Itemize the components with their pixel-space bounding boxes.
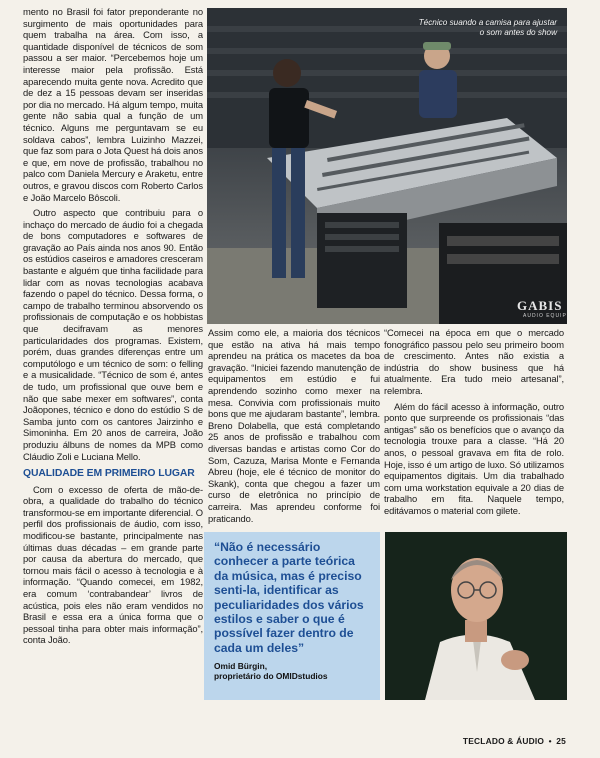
middle-paragraph-1: Assim como ele, a maioria dos técnicos que estão na ativa há mais tempo aprendeu na prática os macetes da boa gravação. “Iniciei fazendo manutenção de equipamentos em estúdio e fui aprendendo sozinho como mexer na mesa. Convivia com profissionais muito bons que me ajudaram bastante”, lembra. Breno Dolabella, que está completando 25 anos de profissão e trabalhou com diversas bandas e artistas como Cor do Som, Cazuza, Marisa Monte e Fernanda Abreu (hoje, ele é técnico de monitor do Skank), conta que chegou a fazer um curso de eletrônica no princípio de carreira. Mas aprendeu conforme foi praticando.: [208, 327, 380, 524]
stage-illustration: [207, 8, 567, 324]
left-paragraph-2: Outro aspecto que contribuiu para o inchaço do mercado de áudio foi a chegada de bons computadores e softwares de gravação ao País ainda nos anos 90. Então os estúdios caseiros e amadores cresceram bastante e alguém que tinha facilidade para lidar com as novas tecnologias acabava fazendo o papel do técnico. Dessa forma, o campo de trabalho terminou absorvendo os profissionais de computação e os hobbistas que decifravam as menores particularidades dos programas. Existem, porém, duas grandes diferenças entre um computólogo e um técnico de som: o felling e a musicalidade. “Técnico de som é, antes de tudo, um profissional que ouve bem e não que sabe mexer em softwares”, conta Joãopones, técnico e dono do estúdio S de Samba junto com os cantores Jairzinho e Simoninha. Em 20 anos de carreira, João produziu álbuns de nomes da MPB como Cláudio Zoli e Luciana Mello.: [23, 207, 203, 462]
portrait-illustration: [385, 532, 567, 700]
page-footer: [463, 736, 566, 746]
photo-caption: Técnico suando a camisa para ajustar o som antes do show: [418, 18, 557, 37]
quote-author: Omid Bürgin,: [214, 661, 268, 672]
left-paragraph-3: Com o excesso de oferta de mão-de-obra, a qualidade do trabalho do técnico transformou-se em importante diferencial. O perfil dos profissionais de áudio, com isso, modificou-se bastante, principalmente nas últimas duas décadas – em grande parte por causa da abertura do mercado, que tornou mais fácil o acesso à tecnologia e à informação. “Quando comecei, em 1982, era comum ‘contrabandear’ livros de acústica, pois eles não eram vendidos no Brasil e essa era a única forma que o pessoal tinha para obter mais informação”, conta João.: [23, 483, 203, 646]
section-heading: QUALIDADE EM PRIMEIRO LUGAR: [23, 468, 195, 480]
left-paragraph-1: mento no Brasil foi fator preponderante no surgimento de mais oportunidades para quem trabalha na área. Com isso, a quantidade disponível de técnicos de som passou a ser maior. “Percebemos hoje um interesse maior pela profissão. Está aparecendo muita gente nova. Acredito que de dez a 15 pessoas devam ser inseridas por dia no mercado. Há algum tempo, muita gente não sabia qual a função de um técnico. Alguns me perguntavam se eu soldava cabos”, lembra Luizinho Mazzei, que faz som para o Jota Quest há dois anos e que, em nove de profissão, trabalhou no palco com Daniela Mercury e Araketu, entre outros, e gravou discos com Roberto Carlos e João Marcelo Bôscoli.: [23, 6, 203, 203]
magazine-name: TECLADO & ÁUDIO: [462, 736, 545, 746]
console-brand: GABIS: [517, 298, 563, 313]
page-number: 25: [556, 736, 566, 746]
right-text-column: [384, 327, 564, 527]
right-paragraph-2: Além do fácil acesso à informação, outro ponto que surpreende os profissionais “das antigas” são os benefícios que o avanço da tecnologia trouxe para a classe. “Há 20 anos, o pessoal gravava em fita de rolo. Hoje, isso é um artigo de luxo. Só utilizamos equipamentos digitais. Um dia trabalhado com uma workstation equivale a 20 dias de trabalho em fita. Naquele tempo, editávamos o material com gilete.: [384, 400, 564, 516]
console-brand-sub: AUDIO EQUIP: [523, 313, 567, 319]
middle-text-column: [208, 327, 380, 527]
pull-quote-box: [204, 532, 380, 700]
quote-author-role: proprietário do OMIDstudios: [214, 671, 328, 682]
left-text-column: [23, 6, 203, 706]
portrait-photo: [385, 532, 567, 700]
stage-photo: [207, 8, 567, 324]
footer-separator: •: [548, 736, 552, 746]
pull-quote-text: “Não é necessário conhecer a parte teórica da música, mas é preciso senti-la, identificar as peculiaridades dos vários estilos e saber o que é possível fazer dentro de cada um deles”: [214, 540, 364, 655]
right-paragraph-1: “Comecei na época em que o mercado fonográfico passou pelo seu primeiro boom de crescimento. Antes não existia a indústria do show business que há atualmente. Era tudo meio artesanal”, relembra.: [384, 327, 564, 396]
